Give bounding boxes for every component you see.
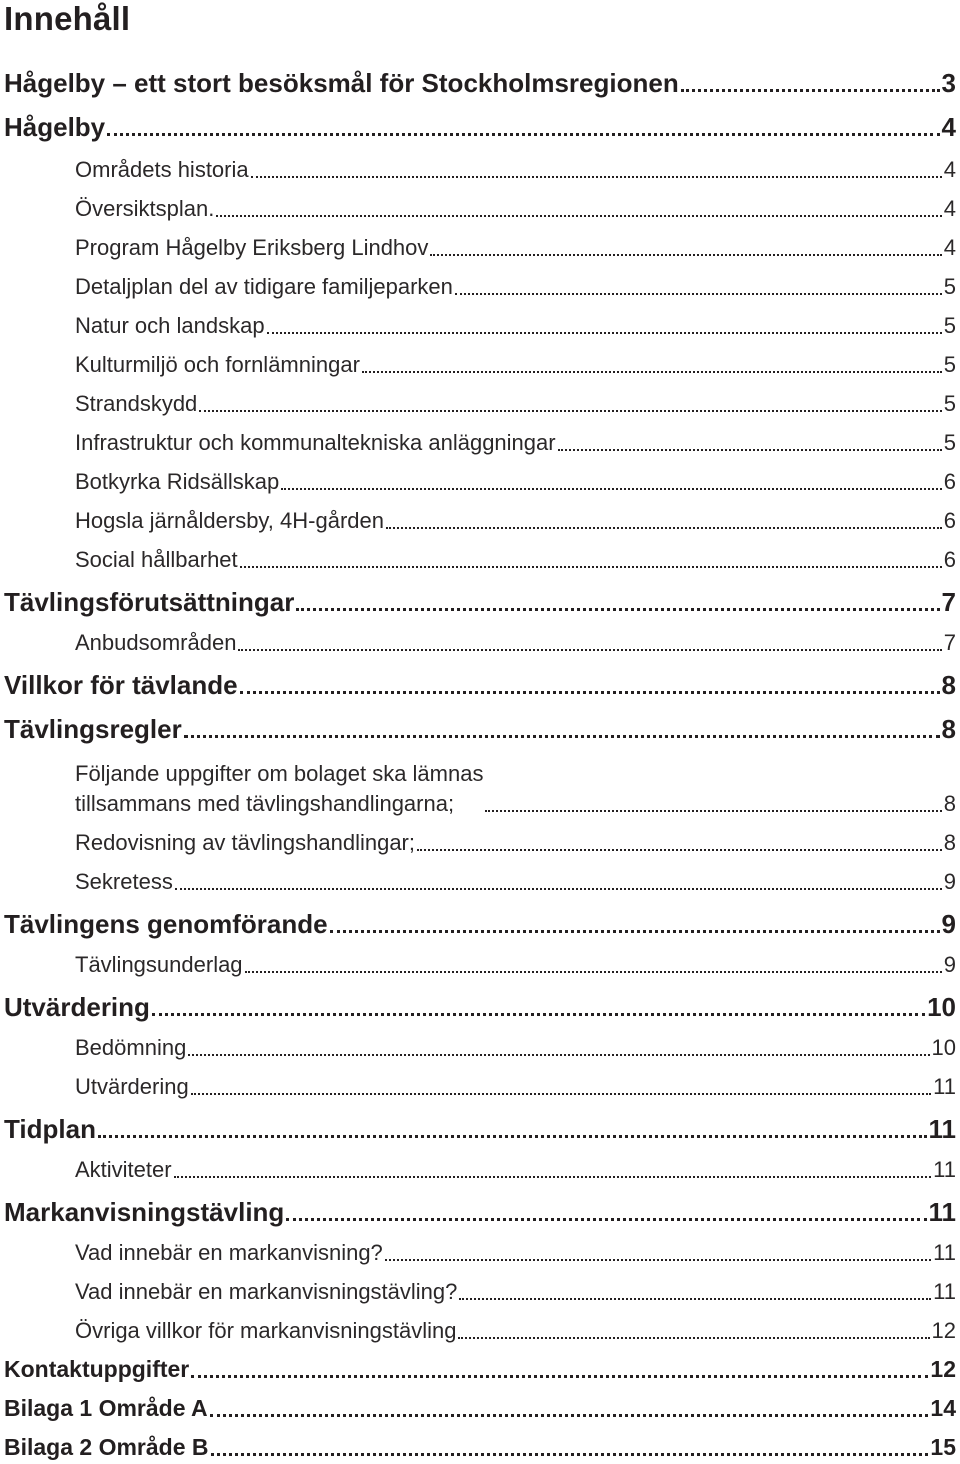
toc-page-number: 11	[928, 1114, 956, 1144]
toc-entry-label: Tävlingsförutsättningar	[4, 587, 295, 617]
toc-page-number: 10	[931, 1035, 956, 1060]
toc-dot-leader	[485, 810, 941, 812]
toc-entry-label: Villkor för tävlande	[4, 670, 238, 700]
toc-page-number: 6	[943, 508, 956, 533]
toc-dot-leader	[459, 1298, 931, 1300]
toc-subsection-entry[interactable]	[75, 1155, 956, 1185]
toc-subsection-entry[interactable]	[75, 155, 956, 185]
toc-subsection-entry[interactable]	[75, 428, 956, 458]
toc-subsection-entry[interactable]	[75, 233, 956, 263]
toc-subsection-entry[interactable]	[75, 1033, 956, 1063]
toc-entry-label: Vad innebär en markanvisning?	[75, 1240, 383, 1265]
toc-entry-label: Tidplan	[4, 1114, 96, 1144]
toc-entry-label: Tävlingens genomförande	[4, 909, 328, 939]
toc-page-number: 7	[941, 587, 956, 617]
toc-page-number: 11	[928, 1197, 956, 1227]
toc-section-entry[interactable]	[4, 110, 956, 144]
toc-page-number: 5	[943, 430, 956, 455]
toc-section-entry[interactable]	[4, 668, 956, 702]
toc-dot-leader	[251, 176, 942, 178]
toc-subsection-entry[interactable]	[75, 1072, 956, 1102]
toc-page-number: 15	[930, 1434, 956, 1460]
toc-entry-label: Områdets historia	[75, 157, 249, 182]
toc-subsection-entry[interactable]	[75, 194, 956, 224]
toc-dot-leader	[152, 1013, 925, 1016]
toc-subsection-entry[interactable]	[75, 506, 956, 536]
toc-entry-label-line: Följande uppgifter om bolaget ska lämnas	[75, 761, 484, 786]
toc-dot-leader	[174, 1176, 932, 1178]
toc-section-entry[interactable]	[4, 1391, 956, 1425]
toc-entry-label-line: tillsammans med tävlingshandlingarna;	[75, 791, 455, 816]
toc-page-number: 3	[941, 68, 956, 98]
toc-section-entry[interactable]	[4, 907, 956, 941]
toc-dot-leader	[199, 410, 941, 412]
toc-page-number: 9	[943, 869, 956, 894]
toc-entry-label: Markanvisningstävling	[4, 1197, 285, 1227]
toc-entry-label: Tävlingsunderlag	[75, 952, 243, 977]
toc-subsection-entry[interactable]	[75, 272, 956, 302]
toc-subsection-entry[interactable]	[75, 628, 956, 658]
toc-page-number: 4	[943, 196, 956, 221]
toc-dot-leader	[216, 215, 941, 217]
toc-page-number: 5	[943, 352, 956, 377]
toc-page-number: 8	[941, 714, 956, 744]
toc-entry-label: Utvärdering	[75, 1074, 189, 1099]
toc-page-number: 11	[933, 1279, 956, 1304]
toc-entry-label: Anbudsområden	[75, 630, 237, 655]
toc-entry-label: Program Hågelby Eriksberg Lindhov	[75, 235, 429, 260]
toc-section-entry[interactable]	[4, 990, 956, 1024]
toc-dot-leader	[558, 449, 942, 451]
toc-page-number: 7	[943, 630, 956, 655]
toc-dot-leader	[211, 1453, 929, 1456]
toc-dot-leader	[681, 89, 940, 92]
toc-dot-leader	[210, 1414, 929, 1417]
toc-page-number: 5	[943, 313, 956, 338]
toc-entry-label: Kulturmiljö och fornlämningar	[75, 352, 360, 377]
toc-page-number: 14	[930, 1395, 956, 1421]
toc-page-number: 4	[941, 112, 956, 142]
toc-entry-label: Infrastruktur och kommunaltekniska anläggningar	[75, 430, 556, 455]
toc-dot-leader	[240, 691, 940, 694]
toc-section-entry[interactable]	[4, 1195, 956, 1229]
toc-entry-label	[75, 759, 483, 819]
toc-dot-leader	[417, 849, 942, 851]
toc-dot-leader	[330, 930, 940, 933]
toc-dot-leader	[458, 1337, 929, 1339]
toc-section-entry[interactable]	[4, 1112, 956, 1146]
toc-dot-leader	[238, 649, 941, 651]
toc-page-number: 12	[931, 1318, 956, 1343]
toc-page-number: 10	[927, 992, 956, 1022]
toc-page-number: 5	[943, 391, 956, 416]
toc-entry-label: Bedömning	[75, 1035, 187, 1060]
toc-entry-label: Redovisning av tävlingshandlingar;	[75, 830, 415, 855]
toc-section-entry[interactable]	[4, 1430, 956, 1464]
toc-heading: Innehåll	[4, 0, 131, 37]
toc-subsection-entry[interactable]	[75, 1238, 956, 1268]
toc-page-number: 9	[941, 909, 956, 939]
toc-dot-leader	[245, 971, 942, 973]
toc-page-number: 11	[933, 1240, 956, 1265]
toc-dot-leader	[362, 371, 942, 373]
toc-dot-leader	[184, 735, 940, 738]
toc-entry-label: Hågelby	[4, 112, 106, 142]
toc-dot-leader	[455, 293, 942, 295]
toc-dot-leader	[107, 133, 939, 136]
toc-page-number: 11	[933, 1074, 956, 1099]
toc-entry-label: Botkyrka Ridsällskap	[75, 469, 280, 494]
toc-subsection-entry[interactable]	[75, 467, 956, 497]
toc-subsection-entry[interactable]	[75, 867, 956, 897]
toc-section-entry[interactable]	[4, 66, 956, 100]
toc-entry-label: Detaljplan del av tidigare familjeparken	[75, 274, 453, 299]
toc-page-number: 8	[943, 791, 956, 816]
toc-page-number: 12	[930, 1356, 956, 1382]
toc-subsection-entry[interactable]	[75, 389, 956, 419]
toc-subsection-entry[interactable]	[75, 755, 956, 819]
toc-subsection-entry[interactable]	[75, 1277, 956, 1307]
toc-dot-leader	[430, 254, 941, 256]
toc-dot-leader	[188, 1054, 929, 1056]
toc-page-number: 9	[943, 952, 956, 977]
toc-section-entry[interactable]	[4, 1352, 956, 1386]
toc-page-number: 4	[943, 235, 956, 260]
toc-dot-leader	[296, 608, 939, 611]
toc-entry-label: Natur och landskap	[75, 313, 265, 338]
toc-dot-leader	[191, 1093, 931, 1095]
toc-entry-label: Översiktsplan.	[75, 196, 215, 221]
toc-subsection-entry[interactable]	[75, 1316, 956, 1346]
toc-entry-label: Aktiviteter	[75, 1157, 172, 1182]
toc-page-number: 6	[943, 469, 956, 494]
toc-entry-label: Vad innebär en markanvisningstävling?	[75, 1279, 458, 1304]
toc-entry-label: Hågelby – ett stort besöksmål för Stockholmsregionen	[4, 68, 679, 98]
toc-page-number: 6	[943, 547, 956, 572]
toc-page-number: 8	[941, 670, 956, 700]
toc-entry-label: Sekretess	[75, 869, 173, 894]
toc-subsection-entry[interactable]	[75, 350, 956, 380]
toc-entry-label: Hogsla järnåldersby, 4H-gården	[75, 508, 384, 533]
toc-section-entry[interactable]	[4, 585, 956, 619]
toc-page-number: 5	[943, 274, 956, 299]
toc-subsection-entry[interactable]	[75, 950, 956, 980]
toc-subsection-entry[interactable]	[75, 828, 956, 858]
toc-dot-leader	[286, 1218, 926, 1221]
toc-entry-label: Kontaktuppgifter	[4, 1356, 190, 1382]
toc-entry-label: Strandskydd	[75, 391, 198, 416]
toc-entry-label: Social hållbarhet	[75, 547, 238, 572]
toc-entry-label: Övriga villkor för markanvisningstävling	[75, 1318, 457, 1343]
toc-dot-leader	[175, 888, 942, 890]
toc-dot-leader	[267, 332, 942, 334]
toc-section-entry[interactable]	[4, 712, 956, 746]
toc-page-number: 11	[933, 1157, 956, 1182]
toc-subsection-entry[interactable]	[75, 311, 956, 341]
toc-page-number: 4	[943, 157, 956, 182]
toc-entry-label: Utvärdering	[4, 992, 150, 1022]
toc-subsection-entry[interactable]	[75, 545, 956, 575]
toc-dot-leader	[191, 1375, 928, 1378]
toc-entry-label: Bilaga 2 Område B	[4, 1434, 209, 1460]
toc-dot-leader	[240, 566, 942, 568]
toc-dot-leader	[98, 1135, 927, 1138]
toc-dot-leader	[385, 1259, 931, 1261]
toc-entry-label: Bilaga 1 Område A	[4, 1395, 208, 1421]
toc-entry-label: Tävlingsregler	[4, 714, 182, 744]
toc-page-number: 8	[943, 830, 956, 855]
toc-dot-leader	[386, 527, 942, 529]
toc-dot-leader	[281, 488, 942, 490]
